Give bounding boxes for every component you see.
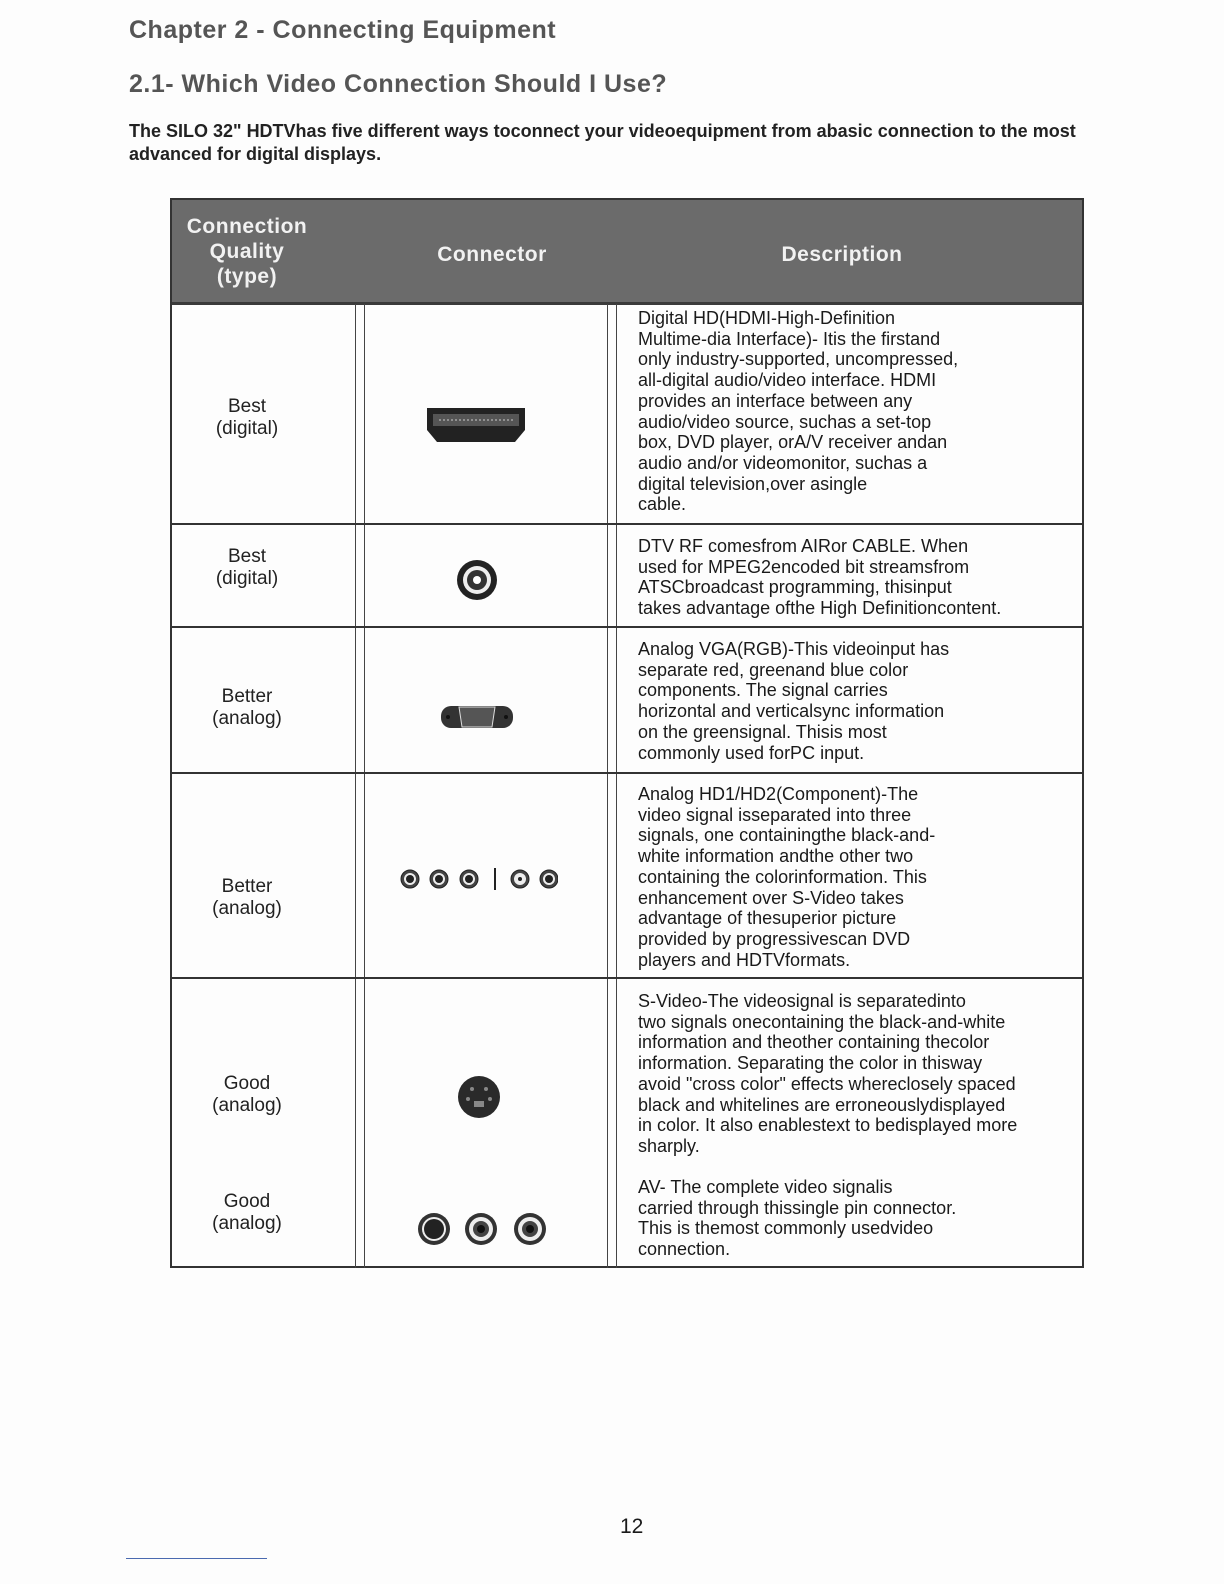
chapter-title: Chapter 2 - Connecting Equipment	[129, 16, 557, 44]
row-divider	[172, 772, 1082, 774]
vga-connector-icon	[440, 703, 514, 736]
page-number: 12	[620, 1515, 644, 1538]
description-cell: Analog HD1/HD2(Component)-The video signal isseparated into three signals, one containingthe black-and- white information andthe other two containing the colorinformation. This enhancement over S-Video takes advantage of thesuperior picture provided by progressivescan DVD players and HDTVformats.	[638, 784, 936, 970]
hdmi-connector-icon	[425, 406, 527, 449]
header-connector: Connector	[437, 243, 547, 266]
column-divider	[355, 304, 356, 1268]
footer-rule	[126, 1558, 267, 1559]
description-cell: Digital HD(HDMI-High-Definition Multime-dia Interface)- Itis the firstand only industry-supported, uncompressed, all-digital audio/video interface. HDMI provides an interface between any audio/video source, suchas a set-top box, DVD player, orA/V receiver andan audio and/or videomonitor, suchas a digital television,over asingle cable.	[638, 308, 959, 515]
quality-cell: Good (analog)	[212, 1073, 282, 1116]
description-cell: Analog VGA(RGB)-This videoinput has separate red, greenand blue color components. The signal carries horizontal and verticalsync information on the greensignal. Thisis most commonly used forPC input.	[638, 639, 950, 763]
quality-cell: Better (analog)	[212, 686, 282, 729]
column-divider	[616, 304, 617, 1268]
quality-cell: Better (analog)	[212, 876, 282, 919]
section-title: 2.1- Which Video Connection Should I Use?	[129, 70, 668, 98]
header-quality: Connection Quality (type)	[186, 215, 308, 288]
description-cell: S-Video-The videosignal is separatedinto two signals onecontaining the black-and-white information and theother containing thecolor information. Separating the color in thisway avoid "cross color" effects whereclosely spaced black and whitelines are erroneouslydisplayed in color. It also enablestext to bedisplayed more sharply.	[638, 991, 1018, 1156]
coaxial-rf-connector-icon	[455, 558, 499, 607]
row-divider	[172, 523, 1082, 525]
table-header	[172, 200, 1082, 305]
description-cell: AV- The complete video signalis carried through thissingle pin connector. This is themost commonly usedvideo connection.	[638, 1177, 957, 1260]
row-divider	[172, 626, 1082, 628]
row-divider	[172, 977, 1082, 979]
s-video-connector-icon	[457, 1075, 501, 1124]
column-divider	[364, 304, 365, 1268]
quality-cell: Good (analog)	[212, 1191, 282, 1234]
column-divider	[607, 304, 608, 1268]
intro-paragraph: The SILO 32" HDTVhas five different ways toconnect your videoequipment from abasic connection to the most advanced for digital displays.	[129, 121, 1076, 164]
av-composite-connector-icon	[418, 1212, 548, 1251]
quality-cell: Best (digital)	[215, 396, 279, 439]
header-description: Description	[781, 243, 903, 266]
description-cell: DTV RF comesfrom AIRor CABLE. When used for MPEG2encoded bit streamsfrom ATSCbroadcast programming, thisinput takes advantage ofthe High Definitioncontent.	[638, 536, 1002, 619]
component-connector-icon	[398, 864, 558, 899]
quality-cell: Best (digital)	[215, 546, 279, 589]
connection-table	[170, 198, 1084, 1268]
